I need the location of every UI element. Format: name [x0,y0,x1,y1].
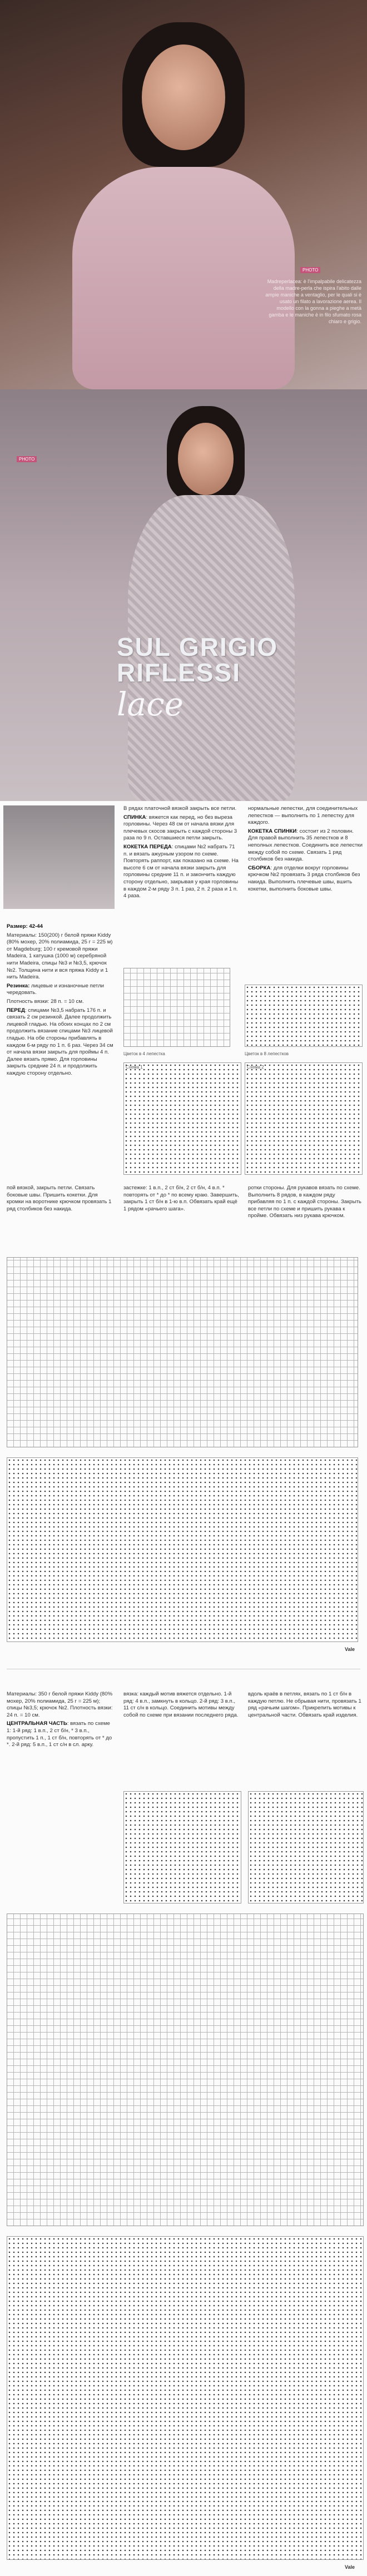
yoke-text: спицами №2 набрать 71 п. и вязать ажурным узором по схеме. Повторять раппорт, как показано на схеме. На высоте 6 см от начала вязки закрыть для горловины средние 11 п. и закончить каждую сторону отдельно, закрывая у края горловины в каждом 2-м ряду 3 п. 1 раз, 2 п. 2 раза и 1 п. 4 раза. [123,843,239,899]
diagram-label-b: Цветок в 8 лепестков [245,1051,289,1056]
back-yoke-heading: КОКЕТКА СПИНКИ [248,828,297,834]
front-heading: ПЕРЕД [7,1007,25,1013]
motif-chart-2 [248,1791,364,1903]
motif-chart-1 [123,1791,241,1903]
crochet-chart-2 [123,1062,241,1175]
column-1c: Материалы: 350 г белой пряжи Kiddy (80% мохер, 20% полиамида, 25 г = 225 м); спицы №3,5; крючок №2. Плотность вязки: 24 п. = 10 см. ЦЕНТРАЛЬНАЯ ЧАСТЬ: вязать по схеме 1: 1-й ряд: 1 в.п., 2 ст б/н, * 3 в.п., пропустить 1 п., 1 ст б/н, повторять от * до *. 2-й ряд: 5 в.п., 1 ст с/н в сл. арку. [7,1691,116,1751]
pattern-chart-5 [7,2236,364,2560]
pattern-diagram-1 [7,1257,358,1447]
diagram-label-c: Схема 1 [126,1065,143,1070]
fashion-photo-2 [0,389,367,801]
model-face-2 [178,423,234,495]
intro-text: В рядах платочной вязкой закрыть все петли. [123,805,237,812]
crochet-chart-3 [245,1062,363,1175]
column-1b: пой вязкой, закрыть петли. Связать боковые швы. Пришить кокетки. Для кромки на воротнике крючком провязать 1 ряд столбиков без накида. [7,1185,112,1212]
pattern-chart-4 [7,1457,358,1642]
pattern-diagram-2 [7,1914,364,2226]
photo-caption: Madreperlacea: è l'impalpabile delicatezza della madre-perla che ispira l'abito dalle ampie maniche a ventaglio, per le quali si è usato un filato a lavorazione aerea. Il modello con la gonna a pieghe a metà gamba e le maniche è in filo sfumato rosa chiaro e grigio. [265,279,361,324]
front-text: спицами №3,5 набрать 176 п. и связать 2 см резинкой. Далее продолжить лицевой гладью. На обоих концах по 2 см продолжить вязание спицами №3 лицевой гладью. На обе стороны прибавлять в каждом 6-м ряду по 1 п. 6 раз. Через 34 см от начала вязки закрыть для проймы 4 п. Далее вязать прямо. Для горловины закрыть средние 24 п. и продолжить каждую сторону отдельно. [7,1007,113,1076]
column-2: В рядах платочной вязкой закрыть все петли. СПИНКА: вяжется как перед, но без выреза горловины. Через 48 см от начала вязки для плечевых скосов закрыть с каждой стороны 3 раза по 9 п. Оставшиеся петли закрыть. КОКЕТКА ПЕРЕДА: спицами №2 набрать 71 п. и вязать ажурным узором по схеме. Повторять раппорт, как показано на схеме. На высоте 6 см от начала вязки закрыть для горловины средние 11 п. и закончить каждую сторону отдельно, закрывая у края горловины в каждом 2-м ряду 3 п. 1 раз, 2 п. 2 раза и 1 п. 4 раза. [123,805,240,902]
stitch-label: Резинка: [7,982,30,989]
fashion-photo-1 [0,0,367,389]
stitch-text: лицевые и изнаночные петли чередовать. [7,982,105,996]
size-line: Размер: 42-44 [7,923,43,929]
back-text: вяжется как перед, но без выреза горловины. Через 48 см от начала вязки для плечевых скосов закрыть с каждой стороны 3 раза по 9 п. Оставшиеся петли закрыть. [123,814,237,842]
central-heading: ЦЕНТРАЛЬНАЯ ЧАСТЬ [7,1720,67,1727]
materials: Материалы: 150(200) г белой пряжи Kiddy (80% мохер, 20% полиамида, 25 г = 225 м) от Magdeburg; 100 г кремовой пряжи Madeira, 1 катушка (1000 м) серебряной нити Madeira, спицы №3 и №3,5, крючок №2. Толщина нити и вся пряжа Kiddy и 1 нить Madeira. [7,932,113,981]
column-3b: ротки стороны. Для рукавов вязать по схеме. Выполнить 8 рядов, в каждом ряду прибавляя по 1 п. с каждой стороны. Закрыть все петли по схеме и пришить рукава к пройме. Обвязать низ рукава крючком. [248,1185,361,1219]
column-2b: застежке: 1 в.п., 2 ст б/н, 2 ст б/н, 4 в.п. * повторять от * до * по всему краю. Завершить, закрыть 1 ст б/н в 1-ю в.п. Обвязать край ещё 1 рядом «рачьего шага». [123,1185,239,1212]
photo-tag: PHOTO [300,267,320,273]
footer-mark-2: Vale [345,2564,355,2570]
thumbnail-photo [3,805,115,909]
materials-2: Материалы: 350 г белой пряжи Kiddy (80% мохер, 20% полиамида, 25 г = 225 м); спицы №3,5; крючок №2. Плотность вязки: 24 п. = 10 см. [7,1691,113,1718]
diagram-label-d: Схема 2 [247,1065,264,1070]
title-main: SUL GRIGIO RIFLESSI [117,632,279,687]
photo-tag-2: PHOTO [17,456,37,462]
article-title [117,634,295,723]
diagram-label-a: Цветок в 4 лепестка [123,1051,165,1056]
finish-heading: СБОРКА [248,864,271,871]
back-yoke-text: состоит из 2 половин. Для правой выполнить 35 лепестков и 8 неполных лепестков. Соединить все лепестки между собой по схеме. Связать 1 ряд столбиков без накида. [248,828,363,863]
finish-text: для отделки вокруг горловины крючком №2 провязать 3 ряда столбиков без накида. Выполнить плечевые швы, вшить кокетки, выполнить боковые швы. [248,864,360,892]
model-face [142,45,225,150]
column-1: Размер: 42-44 Материалы: 150(200) г белой пряжи Kiddy (80% мохер, 20% полиамида, 25 г = 225 м) от Magdeburg; 100 г кремовой пряжи Madeira, 1 катушка (1000 м) серебряной нити Madeira, спицы №3 и №3,5, крючок №2. Толщина нити и вся пряжа Kiddy и 1 нить Madeira. Резинка: лицевые и изнаночные петли чередовать. Плотность вязки: 28 п. = 10 см. ПЕРЕД: спицами №3,5 набрать 176 п. и связать 2 см резинкой. Далее продолжить лицевой гладью. На обоих концах по 2 см продолжить вязание спицами №3 лицевой гладью. На обе стороны прибавлять в каждом 6-м ряду по 1 п. 6 раз. Через 34 см от начала вязки закрыть для проймы 4 п. Далее вязать прямо. Для горловины закрыть средние 24 п. и продолжить каждую сторону отдельно. [7,923,116,1079]
central-text: вязать по схеме 1: 1-й ряд: 1 в.п., 2 ст б/н, * 3 в.п., пропустить 1 п., 1 ст б/н, повторять от * до *. 2-й ряд: 5 в.п., 1 ст с/н в сл. арку. [7,1720,112,1748]
crochet-chart-1 [245,985,363,1047]
assembly-text: нормальные лепестки, для соединительных лепестков — выполнить по 1 лепестку для каждого. [248,805,358,826]
instructions-page [0,801,367,2576]
footer-mark: Vale [345,1647,355,1652]
title-script: lace [117,685,184,723]
column-3c: вдоль краёв в петлях, вязать по 1 ст б/н в каждую петлю. Не обрывая нити, провязать 1 ряд «рачьим шагом». Прикрепить мотивы к центральной части. Обвязать край изделия. [248,1691,361,1718]
column-2c: вязка: каждый мотив вяжется отдельно. 1-й ряд: 4 в.п., замкнуть в кольцо. 2-й ряд: 3 в.п., 11 ст с/н в кольцо. Соединить мотивы между собой по схеме при вязании последнего ряда. [123,1691,239,1718]
density: Плотность вязки: 28 п. = 10 см. [7,998,84,1005]
yoke-heading: КОКЕТКА ПЕРЕДА [123,843,172,850]
back-heading: СПИНКА [123,814,146,820]
knitting-chart-1 [123,968,230,1047]
column-3: нормальные лепестки, для соединительных лепестков — выполнить по 1 лепестку для каждого. КОКЕТКА СПИНКИ: состоит из 2 половин. Для правой выполнить 35 лепестков и 8 неполных лепестков. Соединить все лепестки между собой по схеме. Связать 1 ряд столбиков без накида. СБОРКА: для отделки вокруг горловины крючком №2 провязать 3 ряда столбиков без накида. Выполнить плечевые швы, вшить кокетки, выполнить боковые швы. [248,805,363,892]
